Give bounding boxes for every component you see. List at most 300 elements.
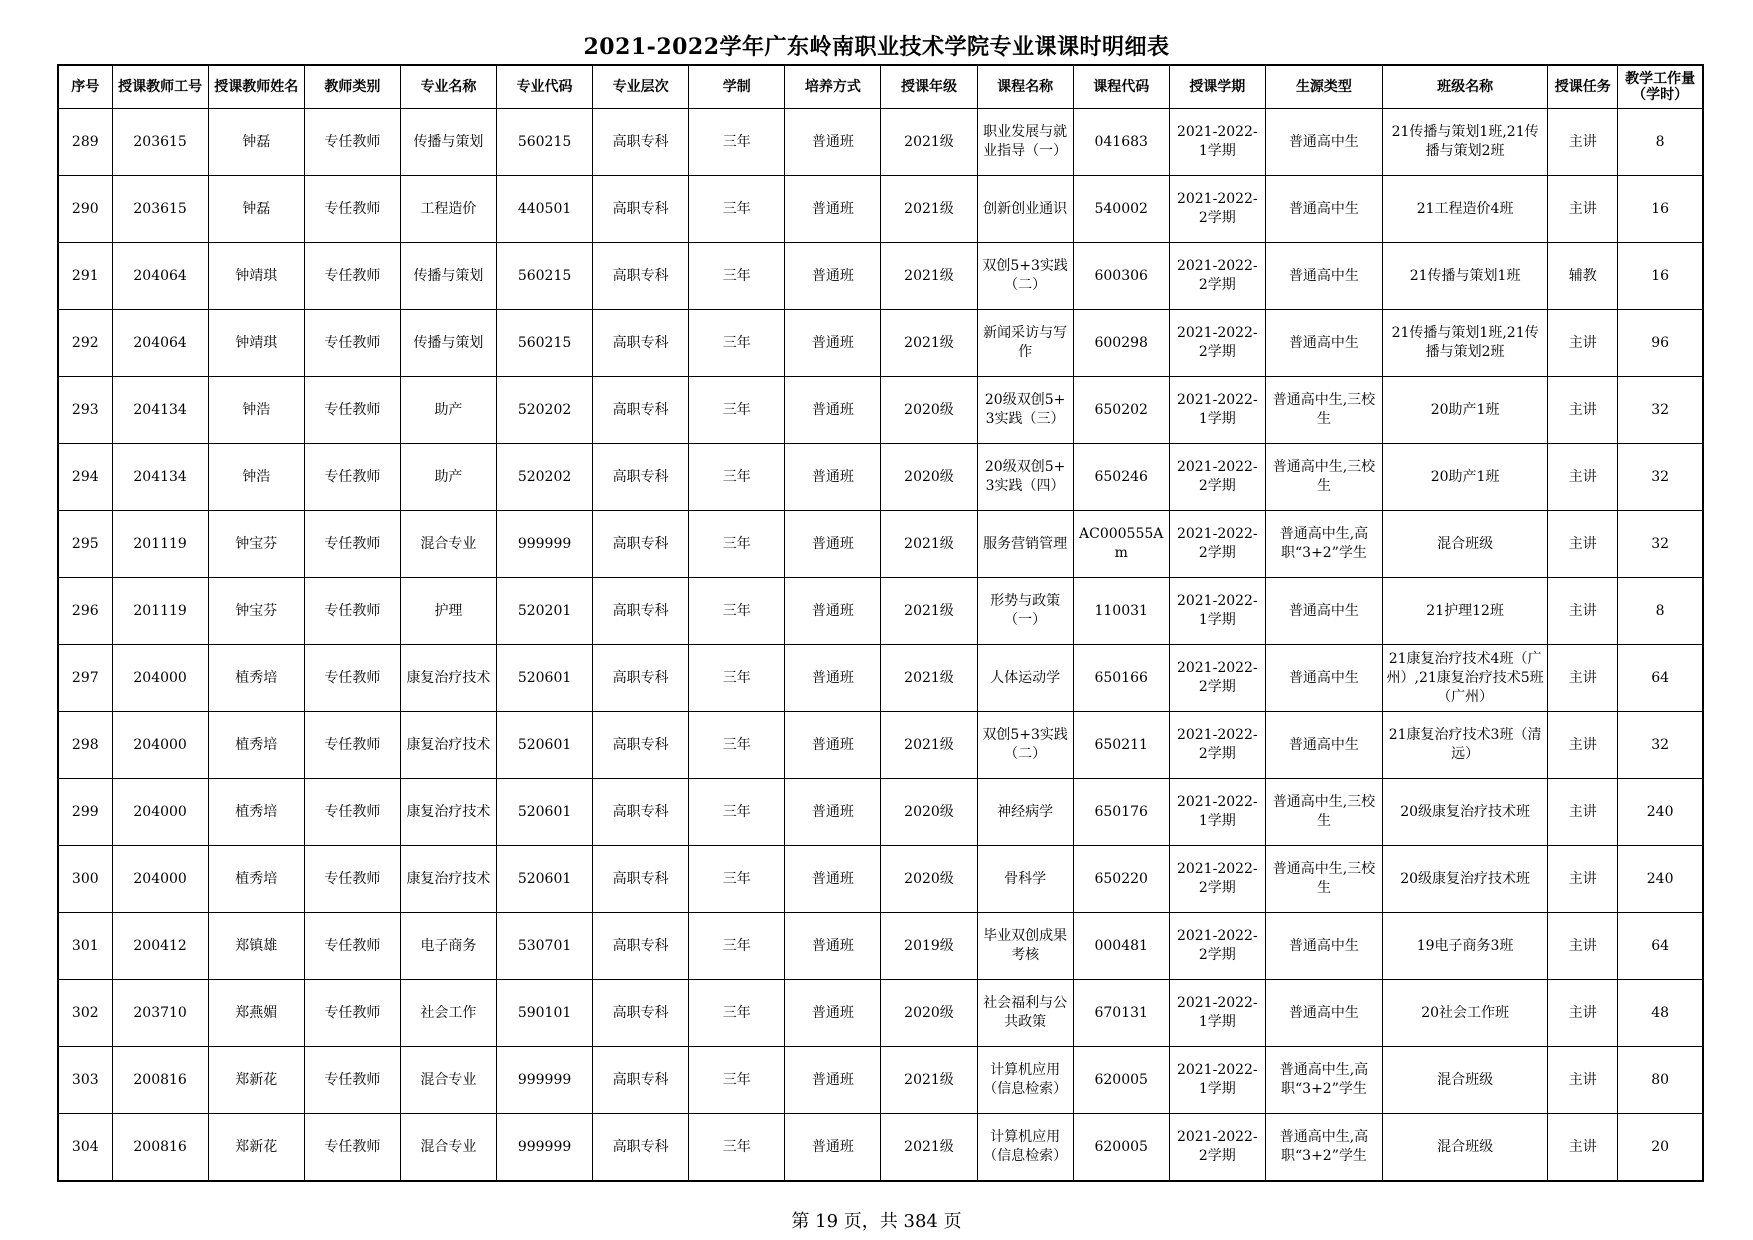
table-cell: 2021-2022-1学期 <box>1169 980 1265 1047</box>
table-cell: 560215 <box>497 243 593 310</box>
table-cell: 植秀培 <box>208 846 304 913</box>
table-cell: 普通班 <box>785 1047 881 1114</box>
table-row <box>58 511 1703 578</box>
column-header: 授课学期 <box>1169 65 1265 109</box>
table-cell: 毕业双创成果考核 <box>977 913 1073 980</box>
table-cell: 2021-2022-2学期 <box>1169 1114 1265 1182</box>
table-cell: 康复治疗技术 <box>400 846 496 913</box>
table-row <box>58 243 1703 310</box>
table-cell: 201119 <box>112 511 208 578</box>
table-cell: 人体运动学 <box>977 645 1073 712</box>
table-row <box>58 645 1703 712</box>
table-cell: 专任教师 <box>304 310 400 377</box>
table-cell: 2021-2022-2学期 <box>1169 243 1265 310</box>
table-cell: 专任教师 <box>304 176 400 243</box>
table-row <box>58 310 1703 377</box>
table-cell: 2020级 <box>881 980 977 1047</box>
table-cell: 2021-2022-2学期 <box>1169 712 1265 779</box>
table-cell: 钟浩 <box>208 377 304 444</box>
table-row <box>58 779 1703 846</box>
table-cell: 520201 <box>497 578 593 645</box>
table-cell: 康复治疗技术 <box>400 712 496 779</box>
table-cell: 32 <box>1618 511 1703 578</box>
column-header: 培养方式 <box>785 65 881 109</box>
table-cell: 高职专科 <box>593 645 689 712</box>
table-cell: 2021-2022-2学期 <box>1169 511 1265 578</box>
table-cell: 520202 <box>497 444 593 511</box>
table-cell: 2021级 <box>881 310 977 377</box>
table-cell: 三年 <box>689 846 785 913</box>
table-cell: 传播与策划 <box>400 310 496 377</box>
table-cell: 专任教师 <box>304 712 400 779</box>
table-cell: 650211 <box>1073 712 1169 779</box>
table-cell: 650202 <box>1073 377 1169 444</box>
table-row <box>58 176 1703 243</box>
table-cell: 2021-2022-2学期 <box>1169 645 1265 712</box>
table-cell: 520601 <box>497 712 593 779</box>
table-cell: 计算机应用（信息检索） <box>977 1114 1073 1182</box>
column-header: 专业名称 <box>400 65 496 109</box>
table-cell: 服务营销管理 <box>977 511 1073 578</box>
table-cell: 204064 <box>112 310 208 377</box>
table-cell: 辅教 <box>1548 243 1618 310</box>
page-number: 第 19 页，共 384 页 <box>791 1211 962 1232</box>
table-cell: 三年 <box>689 243 785 310</box>
table-cell: 19电子商务3班 <box>1383 913 1548 980</box>
table-cell: 520601 <box>497 779 593 846</box>
table-cell: 钟磊 <box>208 109 304 176</box>
table-cell: 主讲 <box>1548 511 1618 578</box>
table-cell: 普通班 <box>785 645 881 712</box>
table-cell: 2021-2022-2学期 <box>1169 444 1265 511</box>
table-cell: 295 <box>58 511 112 578</box>
table-cell: 2021-2022-2学期 <box>1169 913 1265 980</box>
table-cell: 专任教师 <box>304 109 400 176</box>
table-cell: 普通高中生,三校生 <box>1265 779 1382 846</box>
table-cell: 专任教师 <box>304 779 400 846</box>
table-cell: 高职专科 <box>593 1114 689 1182</box>
table-cell: 高职专科 <box>593 243 689 310</box>
table-cell: 293 <box>58 377 112 444</box>
table-cell: 专任教师 <box>304 1047 400 1114</box>
table-cell: 高职专科 <box>593 913 689 980</box>
table-cell: 32 <box>1618 444 1703 511</box>
table-cell: 高职专科 <box>593 846 689 913</box>
column-header: 序号 <box>58 65 112 109</box>
table-cell: 普通班 <box>785 511 881 578</box>
table-cell: 200412 <box>112 913 208 980</box>
table-cell: 64 <box>1618 645 1703 712</box>
table-cell: 48 <box>1618 980 1703 1047</box>
table-cell: 普通班 <box>785 779 881 846</box>
table-row <box>58 712 1703 779</box>
table-cell: 291 <box>58 243 112 310</box>
table-cell: 302 <box>58 980 112 1047</box>
table-cell: 21康复治疗技术3班（清远） <box>1383 712 1548 779</box>
header-row <box>58 65 1703 109</box>
table-cell: 普通班 <box>785 310 881 377</box>
table-cell: 2021-2022-1学期 <box>1169 578 1265 645</box>
column-header: 授课教师工号 <box>112 65 208 109</box>
table-cell: 650246 <box>1073 444 1169 511</box>
table-cell: 混合班级 <box>1383 511 1548 578</box>
table-cell: 2021级 <box>881 1047 977 1114</box>
table-cell: 620005 <box>1073 1114 1169 1182</box>
table-cell: 204000 <box>112 779 208 846</box>
table-cell: 社会工作 <box>400 980 496 1047</box>
table-cell: 高职专科 <box>593 176 689 243</box>
table-cell: 300 <box>58 846 112 913</box>
table-row <box>58 377 1703 444</box>
table-cell: 高职专科 <box>593 578 689 645</box>
table-cell: 2020级 <box>881 444 977 511</box>
table-cell: 高职专科 <box>593 779 689 846</box>
table-cell: 296 <box>58 578 112 645</box>
table-cell: 520202 <box>497 377 593 444</box>
table-cell: 520601 <box>497 846 593 913</box>
table-cell: 110031 <box>1073 578 1169 645</box>
table-cell: 工程造价 <box>400 176 496 243</box>
table-cell: 专任教师 <box>304 913 400 980</box>
table-cell: 204000 <box>112 645 208 712</box>
table-cell: 2021级 <box>881 176 977 243</box>
table-cell: 专任教师 <box>304 1114 400 1182</box>
table-cell: 专任教师 <box>304 511 400 578</box>
table-cell: 20社会工作班 <box>1383 980 1548 1047</box>
table-cell: 650166 <box>1073 645 1169 712</box>
table-cell: 2019级 <box>881 913 977 980</box>
table-row <box>58 578 1703 645</box>
table-cell: 普通高中生,高职“3+2”学生 <box>1265 1114 1382 1182</box>
table-row <box>58 109 1703 176</box>
table-cell: 混合班级 <box>1383 1047 1548 1114</box>
course-hours-table <box>57 64 1704 1182</box>
table-cell: 520601 <box>497 645 593 712</box>
table-cell: 计算机应用（信息检索） <box>977 1047 1073 1114</box>
table-cell: 三年 <box>689 779 785 846</box>
table-cell: 社会福利与公共政策 <box>977 980 1073 1047</box>
column-header: 专业层次 <box>593 65 689 109</box>
column-header: 班级名称 <box>1383 65 1548 109</box>
table-cell: 植秀培 <box>208 712 304 779</box>
table-cell: 32 <box>1618 377 1703 444</box>
table-cell: 普通班 <box>785 1114 881 1182</box>
table-cell: 传播与策划 <box>400 243 496 310</box>
table-cell: 专任教师 <box>304 377 400 444</box>
table-cell: 200816 <box>112 1047 208 1114</box>
table-cell: 600306 <box>1073 243 1169 310</box>
table-cell: 64 <box>1618 913 1703 980</box>
table-cell: 普通高中生 <box>1265 243 1382 310</box>
table-cell: 620005 <box>1073 1047 1169 1114</box>
table-cell: 主讲 <box>1548 444 1618 511</box>
column-header: 教学工作量（学时） <box>1618 65 1703 109</box>
table-cell: 郑镇雄 <box>208 913 304 980</box>
table-cell: 传播与策划 <box>400 109 496 176</box>
table-cell: 混合专业 <box>400 1047 496 1114</box>
column-header: 生源类型 <box>1265 65 1382 109</box>
table-cell: 普通高中生,高职“3+2”学生 <box>1265 1047 1382 1114</box>
table-cell: 292 <box>58 310 112 377</box>
table-cell: 主讲 <box>1548 176 1618 243</box>
table-cell: 专任教师 <box>304 846 400 913</box>
table-cell: 2021-2022-2学期 <box>1169 310 1265 377</box>
table-cell: 普通班 <box>785 444 881 511</box>
table-cell: 高职专科 <box>593 511 689 578</box>
table-cell: 骨科学 <box>977 846 1073 913</box>
table-body <box>58 109 1703 1182</box>
table-cell: 20助产1班 <box>1383 444 1548 511</box>
table-cell: 16 <box>1618 243 1703 310</box>
table-cell: 590101 <box>497 980 593 1047</box>
table-cell: 530701 <box>497 913 593 980</box>
table-cell: 560215 <box>497 109 593 176</box>
column-header: 专业代码 <box>497 65 593 109</box>
table-cell: 8 <box>1618 578 1703 645</box>
table-cell: 三年 <box>689 176 785 243</box>
table-cell: 20 <box>1618 1114 1703 1182</box>
column-header: 课程名称 <box>977 65 1073 109</box>
table-cell: 三年 <box>689 645 785 712</box>
table-cell: 204134 <box>112 444 208 511</box>
table-cell: 999999 <box>497 511 593 578</box>
table-cell: 2021级 <box>881 243 977 310</box>
table-cell: 高职专科 <box>593 712 689 779</box>
table-cell: 普通高中生,高职“3+2”学生 <box>1265 511 1382 578</box>
column-header: 授课教师姓名 <box>208 65 304 109</box>
table-cell: 2020级 <box>881 779 977 846</box>
table-cell: 289 <box>58 109 112 176</box>
table-cell: 主讲 <box>1548 578 1618 645</box>
table-cell: 郑新花 <box>208 1114 304 1182</box>
table-cell: 神经病学 <box>977 779 1073 846</box>
table-cell: 混合班级 <box>1383 1114 1548 1182</box>
table-cell: 郑燕媚 <box>208 980 304 1047</box>
table-cell: 201119 <box>112 578 208 645</box>
table-cell: 2021-2022-1学期 <box>1169 1047 1265 1114</box>
table-cell: 三年 <box>689 1114 785 1182</box>
table-cell: 高职专科 <box>593 980 689 1047</box>
table-cell: 999999 <box>497 1114 593 1182</box>
table-cell: 主讲 <box>1548 645 1618 712</box>
table-cell: 普通班 <box>785 980 881 1047</box>
table-cell: 普通高中生 <box>1265 712 1382 779</box>
table-cell: 16 <box>1618 176 1703 243</box>
table-cell: 主讲 <box>1548 109 1618 176</box>
table-cell: 041683 <box>1073 109 1169 176</box>
table-cell: 主讲 <box>1548 779 1618 846</box>
table-cell: 三年 <box>689 444 785 511</box>
table-cell: 290 <box>58 176 112 243</box>
column-header: 授课年级 <box>881 65 977 109</box>
table-cell: 普通高中生 <box>1265 578 1382 645</box>
table-cell: 新闻采访与写作 <box>977 310 1073 377</box>
table-cell: 高职专科 <box>593 310 689 377</box>
table-row <box>58 1047 1703 1114</box>
table-cell: 主讲 <box>1548 846 1618 913</box>
table-cell: 650176 <box>1073 779 1169 846</box>
table-cell: 钟宝芬 <box>208 511 304 578</box>
table-cell: 204000 <box>112 846 208 913</box>
table-cell: 299 <box>58 779 112 846</box>
table-cell: 专任教师 <box>304 980 400 1047</box>
column-header: 授课任务 <box>1548 65 1618 109</box>
table-cell: 240 <box>1618 779 1703 846</box>
table-cell: 混合专业 <box>400 511 496 578</box>
table-cell: 2021级 <box>881 645 977 712</box>
table-cell: 高职专科 <box>593 444 689 511</box>
table-cell: 294 <box>58 444 112 511</box>
table-cell: 2021级 <box>881 1114 977 1182</box>
table-cell: 主讲 <box>1548 310 1618 377</box>
table-cell: 20助产1班 <box>1383 377 1548 444</box>
table-cell: 2021级 <box>881 578 977 645</box>
table-cell: 形势与政策（一） <box>977 578 1073 645</box>
table-cell: 创新创业通识 <box>977 176 1073 243</box>
table-cell: 专任教师 <box>304 243 400 310</box>
table-cell: 普通高中生 <box>1265 109 1382 176</box>
table-cell: 203710 <box>112 980 208 1047</box>
table-cell: 21工程造价4班 <box>1383 176 1548 243</box>
table-cell: 主讲 <box>1548 1114 1618 1182</box>
table-cell: 204064 <box>112 243 208 310</box>
table-cell: 主讲 <box>1548 980 1618 1047</box>
table-row <box>58 846 1703 913</box>
table-cell: 560215 <box>497 310 593 377</box>
table-cell: 主讲 <box>1548 913 1618 980</box>
table-cell: 普通高中生 <box>1265 310 1382 377</box>
table-cell: 双创5+3实践（二） <box>977 712 1073 779</box>
table-cell: 000481 <box>1073 913 1169 980</box>
table-cell: 普通班 <box>785 109 881 176</box>
table-cell: 三年 <box>689 1047 785 1114</box>
table-cell: 职业发展与就业指导（一） <box>977 109 1073 176</box>
table-cell: 专任教师 <box>304 578 400 645</box>
table-cell: AC000555Am <box>1073 511 1169 578</box>
table-cell: 三年 <box>689 377 785 444</box>
table-cell: 21传播与策划1班,21传播与策划2班 <box>1383 109 1548 176</box>
table-cell: 21护理12班 <box>1383 578 1548 645</box>
table-cell: 670131 <box>1073 980 1169 1047</box>
table-cell: 2021-2022-2学期 <box>1169 176 1265 243</box>
table-cell: 护理 <box>400 578 496 645</box>
table-cell: 主讲 <box>1548 712 1618 779</box>
table-cell: 三年 <box>689 980 785 1047</box>
table-cell: 8 <box>1618 109 1703 176</box>
table-cell: 2021-2022-1学期 <box>1169 377 1265 444</box>
table-cell: 2021级 <box>881 712 977 779</box>
table-cell: 203615 <box>112 109 208 176</box>
table-cell: 钟靖琪 <box>208 310 304 377</box>
table-row <box>58 444 1703 511</box>
table-cell: 普通班 <box>785 846 881 913</box>
table-cell: 三年 <box>689 109 785 176</box>
table-cell: 郑新花 <box>208 1047 304 1114</box>
table-cell: 主讲 <box>1548 377 1618 444</box>
table-cell: 540002 <box>1073 176 1169 243</box>
table-cell: 三年 <box>689 913 785 980</box>
column-header: 学制 <box>689 65 785 109</box>
table-cell: 21传播与策划1班,21传播与策划2班 <box>1383 310 1548 377</box>
table-cell: 21康复治疗技术4班（广州）,21康复治疗技术5班（广州） <box>1383 645 1548 712</box>
table-cell: 999999 <box>497 1047 593 1114</box>
table-cell: 钟宝芬 <box>208 578 304 645</box>
table-cell: 2021-2022-1学期 <box>1169 109 1265 176</box>
table-cell: 植秀培 <box>208 779 304 846</box>
table-cell: 304 <box>58 1114 112 1182</box>
table-cell: 20级康复治疗技术班 <box>1383 779 1548 846</box>
column-header: 教师类别 <box>304 65 400 109</box>
table-cell: 三年 <box>689 511 785 578</box>
table-cell: 20级双创5+3实践（三） <box>977 377 1073 444</box>
table-cell: 204000 <box>112 712 208 779</box>
table-cell: 440501 <box>497 176 593 243</box>
table-cell: 高职专科 <box>593 1047 689 1114</box>
table-cell: 650220 <box>1073 846 1169 913</box>
table-cell: 高职专科 <box>593 109 689 176</box>
table-cell: 2020级 <box>881 846 977 913</box>
table-cell: 普通高中生 <box>1265 176 1382 243</box>
table-cell: 普通高中生 <box>1265 913 1382 980</box>
table-cell: 普通高中生 <box>1265 980 1382 1047</box>
table-cell: 32 <box>1618 712 1703 779</box>
table-cell: 2021-2022-2学期 <box>1169 846 1265 913</box>
table-cell: 297 <box>58 645 112 712</box>
column-header: 课程代码 <box>1073 65 1169 109</box>
table-cell: 301 <box>58 913 112 980</box>
table-row <box>58 913 1703 980</box>
table-cell: 200816 <box>112 1114 208 1182</box>
table-cell: 2021级 <box>881 511 977 578</box>
table-cell: 钟浩 <box>208 444 304 511</box>
table-cell: 高职专科 <box>593 377 689 444</box>
table-cell: 主讲 <box>1548 1047 1618 1114</box>
table-cell: 康复治疗技术 <box>400 779 496 846</box>
table-row <box>58 980 1703 1047</box>
table-cell: 2021级 <box>881 109 977 176</box>
table-cell: 普通高中生,三校生 <box>1265 377 1382 444</box>
table-cell: 普通班 <box>785 913 881 980</box>
table-cell: 双创5+3实践（二） <box>977 243 1073 310</box>
table-row <box>58 1114 1703 1182</box>
table-cell: 电子商务 <box>400 913 496 980</box>
page-title: 2021-2022学年广东岭南职业技术学院专业课课时明细表 <box>583 34 1170 60</box>
table-cell: 钟靖琪 <box>208 243 304 310</box>
table-cell: 普通班 <box>785 377 881 444</box>
table-cell: 普通班 <box>785 176 881 243</box>
table-cell: 96 <box>1618 310 1703 377</box>
table-cell: 2021-2022-1学期 <box>1169 779 1265 846</box>
table-cell: 钟磊 <box>208 176 304 243</box>
table-cell: 普通高中生,三校生 <box>1265 444 1382 511</box>
table-cell: 20级康复治疗技术班 <box>1383 846 1548 913</box>
table-cell: 298 <box>58 712 112 779</box>
table-cell: 600298 <box>1073 310 1169 377</box>
table-cell: 20级双创5+3实践（四） <box>977 444 1073 511</box>
table-cell: 助产 <box>400 377 496 444</box>
table-cell: 21传播与策划1班 <box>1383 243 1548 310</box>
table-cell: 植秀培 <box>208 645 304 712</box>
table-cell: 混合专业 <box>400 1114 496 1182</box>
table-cell: 普通班 <box>785 712 881 779</box>
table-cell: 204134 <box>112 377 208 444</box>
table-cell: 三年 <box>689 578 785 645</box>
table-cell: 2020级 <box>881 377 977 444</box>
table-cell: 专任教师 <box>304 444 400 511</box>
table-cell: 240 <box>1618 846 1703 913</box>
table-cell: 康复治疗技术 <box>400 645 496 712</box>
table-cell: 普通班 <box>785 578 881 645</box>
